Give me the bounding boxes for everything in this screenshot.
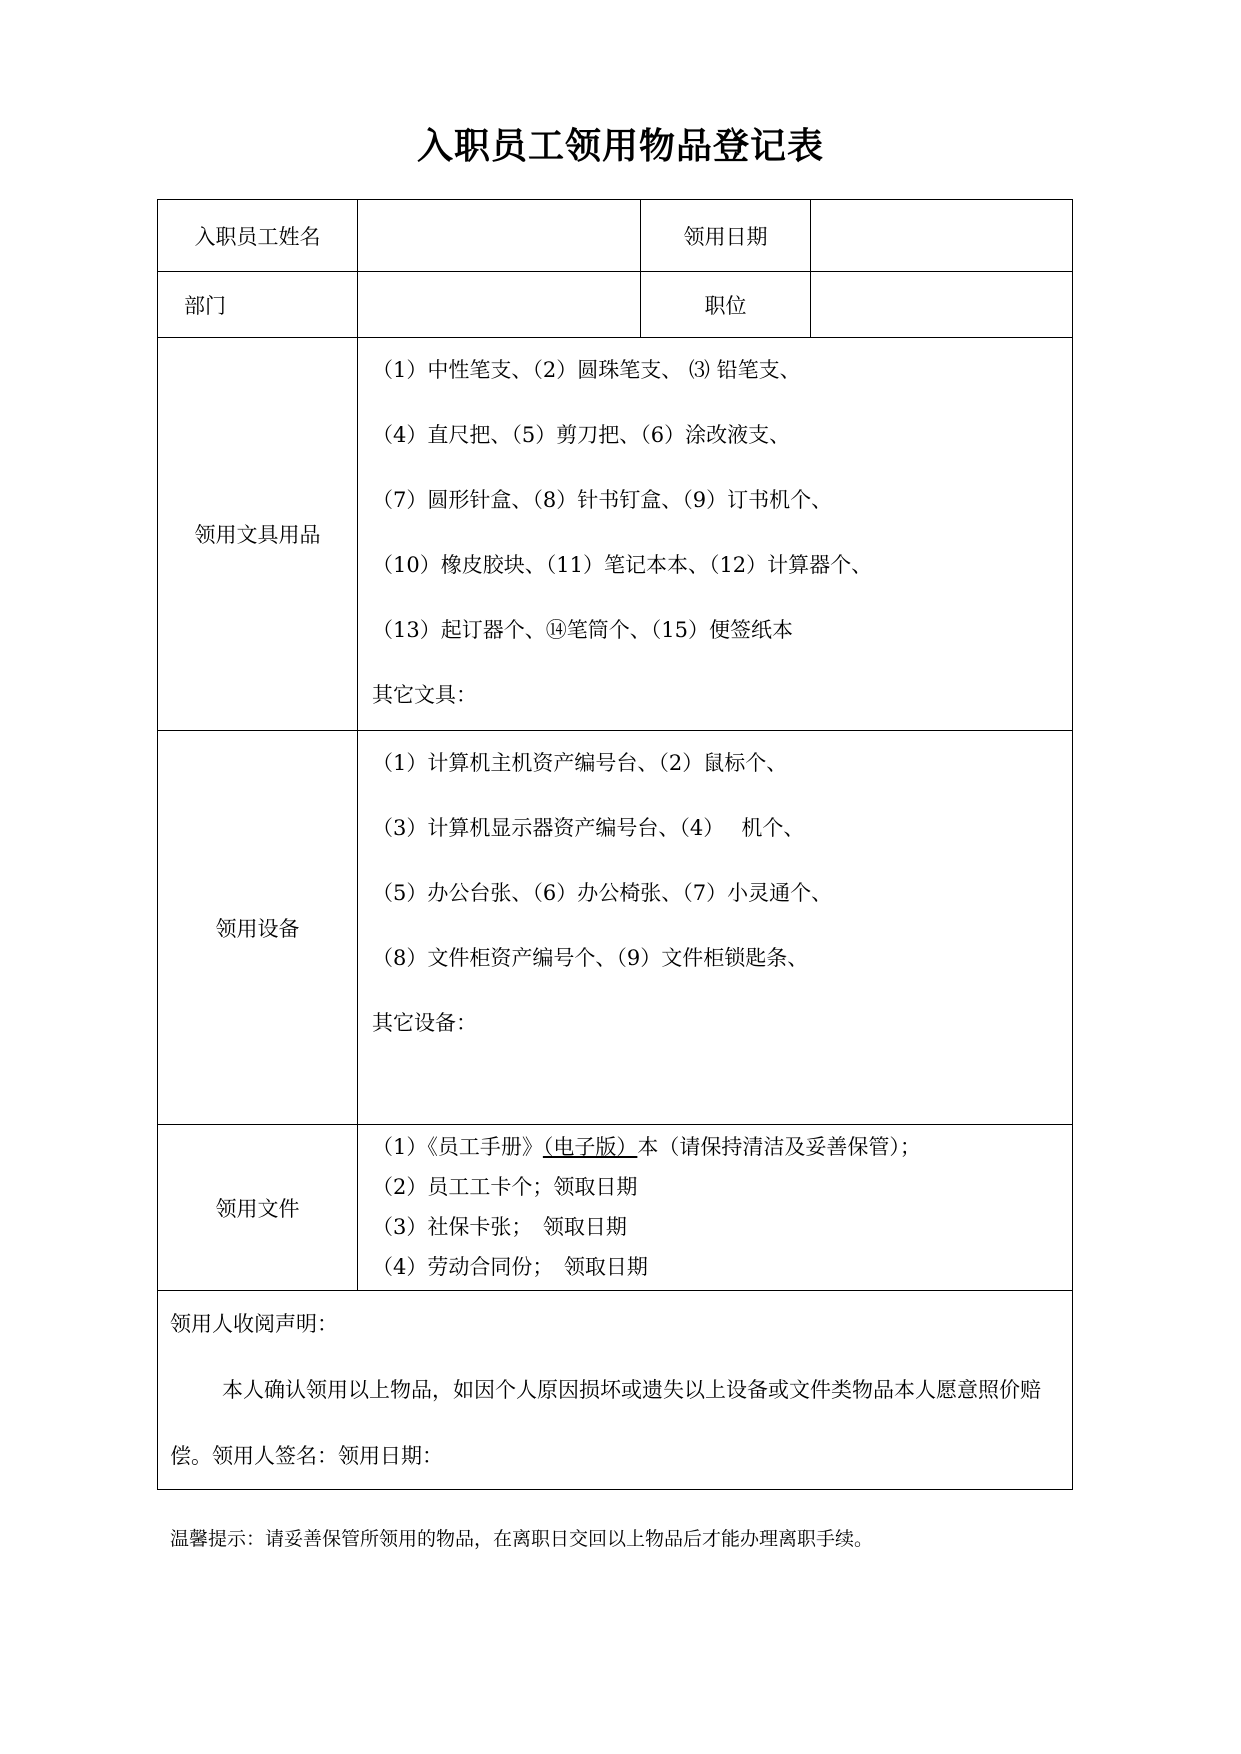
documents-list [358, 1125, 1073, 1291]
document-line: （2）员工工卡个；领取日期 [372, 1175, 638, 1199]
row-stationery [158, 338, 1073, 731]
equipment-line: （3）计算机显示器资产编号台、（4） 机个、 [372, 816, 805, 840]
stationery-line: （4）直尺把、（5）剪刀把、（6）涂改液支、 [372, 423, 791, 447]
declaration-body: 本人确认领用以上物品，如因个人原因损坏或遗失以上设备或文件类物品本人愿意照价赔偿。领用人签名：领用日期： [170, 1378, 1041, 1468]
page-title: 入职员工领用物品登记表 [416, 125, 824, 167]
stationery-list [358, 338, 1073, 731]
stationery-line: （13）起订器个、⑭笔筒个、（15）便签纸本 [372, 618, 793, 642]
registration-form-table [157, 199, 1073, 1490]
footer-note: 温馨提示：请妥善保管所领用的物品，在离职日交回以上物品后才能办理离职手续。 [170, 1528, 874, 1550]
document-line: （3）社保卡张； 领取日期 [372, 1215, 627, 1239]
declaration-cell [158, 1291, 1073, 1490]
receive-date-label: 领用日期 [641, 200, 811, 272]
employee-name-label: 入职员工姓名 [158, 200, 358, 272]
stationery-line: （7）圆形针盒、（8）针书钉盒、（9）订书机个、 [372, 488, 833, 512]
documents-label: 领用文件 [158, 1125, 358, 1291]
handbook-suffix: 本（请保持清洁及妥善保管）； [637, 1135, 921, 1159]
equipment-line: （1）计算机主机资产编号台、（2）鼠标个、 [372, 751, 788, 775]
equipment-list [358, 731, 1073, 1125]
row-name-date [158, 200, 1073, 272]
document-line [372, 1127, 1072, 1167]
other-stationery-line: 其它文具： [372, 683, 477, 707]
stationery-line: （1）中性笔支、（2）圆珠笔支、 ⑶ 铅笔支、 [372, 358, 801, 382]
stationery-label: 领用文具用品 [158, 338, 358, 731]
equipment-line: （5）办公台张、（6）办公椅张、（7）小灵通个、 [372, 881, 833, 905]
document-line: （4）劳动合同份； 领取日期 [372, 1255, 648, 1279]
electronic-version-text: （电子版） [542, 1135, 638, 1159]
position-field[interactable] [811, 272, 1073, 338]
row-equipment [158, 731, 1073, 1125]
handbook-prefix: （1）《员工手册》 [372, 1135, 543, 1159]
receive-date-field[interactable] [811, 200, 1073, 272]
position-label: 职位 [641, 272, 811, 338]
row-declaration [158, 1291, 1073, 1490]
department-field[interactable] [358, 272, 641, 338]
declaration-heading: 领用人收阅声明： [170, 1312, 338, 1336]
equipment-line: （8）文件柜资产编号个、（9）文件柜锁匙条、 [372, 946, 809, 970]
department-label: 部门 [158, 272, 358, 338]
employee-name-field[interactable] [358, 200, 641, 272]
equipment-label: 领用设备 [158, 731, 358, 1125]
stationery-line: （10）橡皮胶块、（11）笔记本本、（12）计算器个、 [372, 553, 873, 577]
row-dept-position [158, 272, 1073, 338]
row-documents [158, 1125, 1073, 1291]
other-equipment-line: 其它设备： [372, 1011, 477, 1035]
